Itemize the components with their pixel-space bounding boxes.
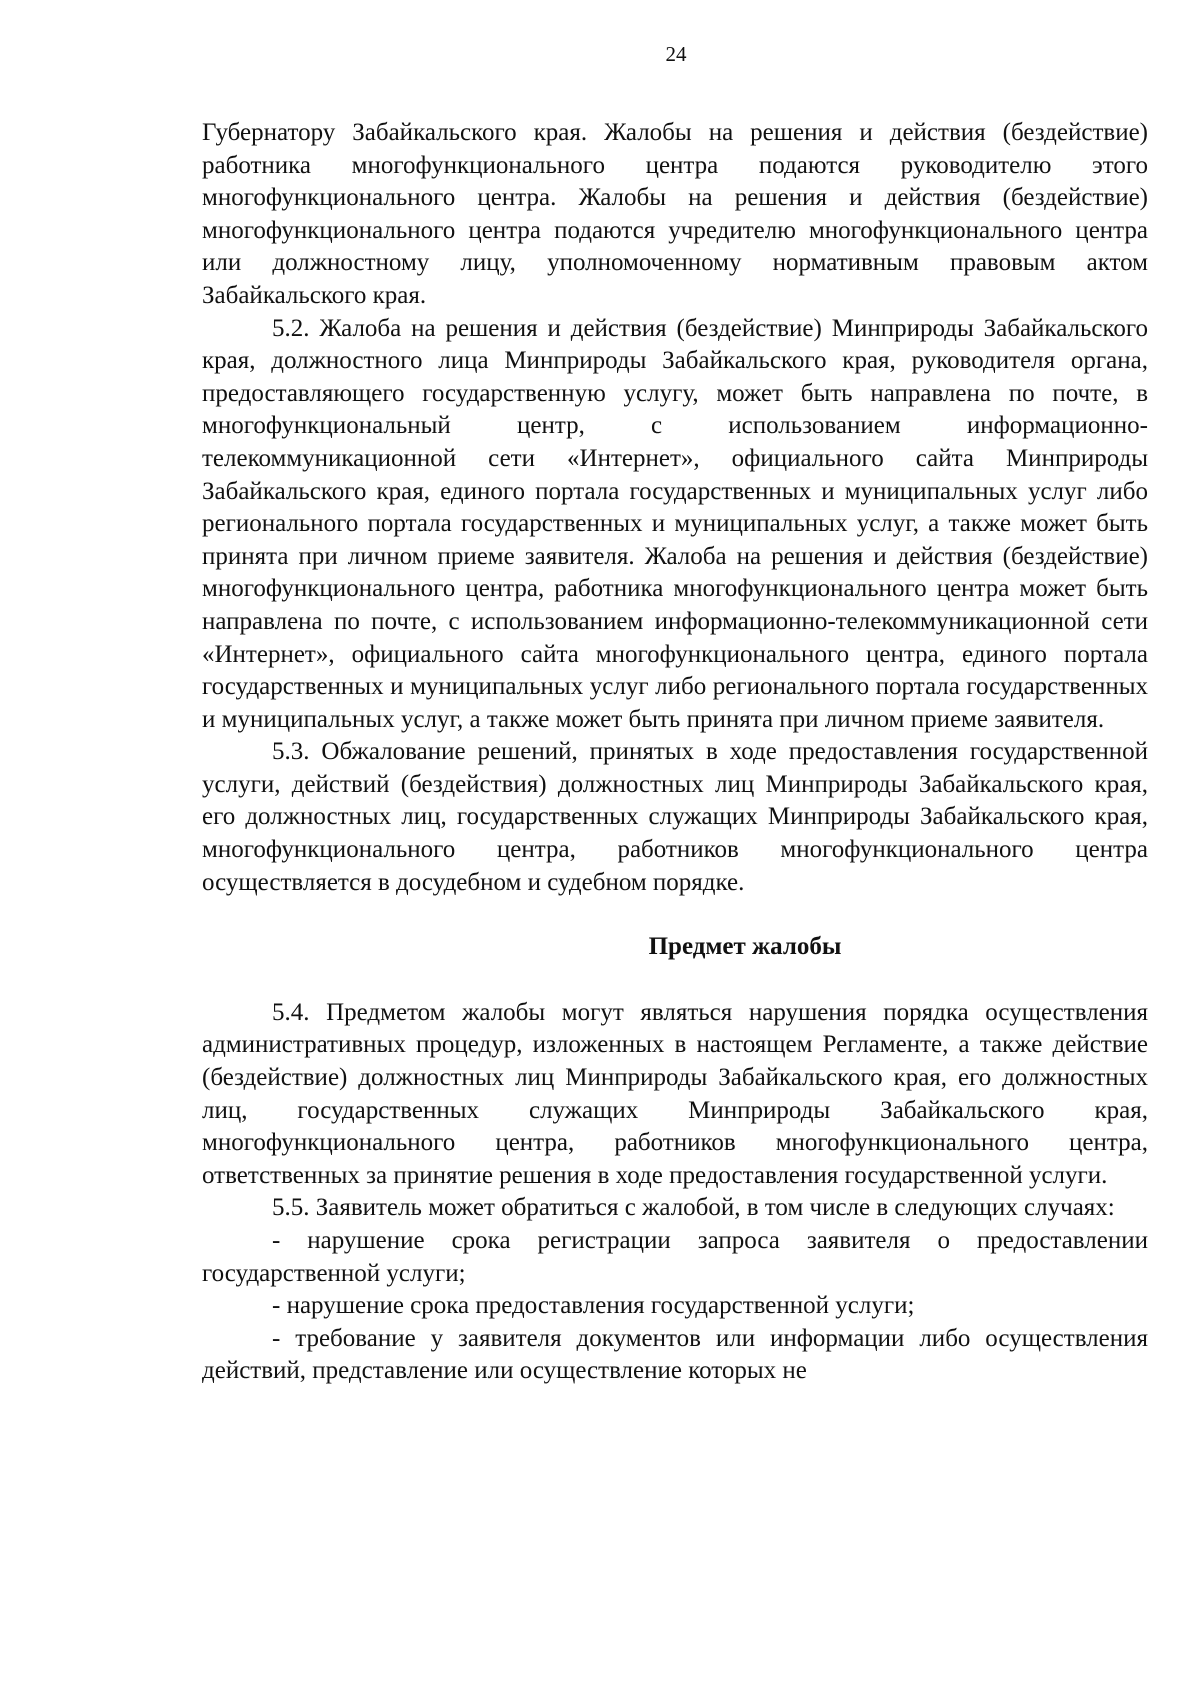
list-item-registration-violation: - нарушение срока регистрации запроса заявителя о предоставлении государственной услуги; (202, 1227, 1148, 1287)
paragraph-continuation: Губернатору Забайкальского края. Жалобы на решения и действия (бездействие) работника многофункционального центра подаются руководителю этого многофункционального центра. Жалобы на решения и действия (бездействие) многофункционального центра подаются учредителю многофункционального центра или должностному лицу, уполномоченному нормативным правовым актом Забайкальского края. (202, 119, 1148, 309)
paragraph-5-2: 5.2. Жалоба на решения и действия (бездействие) Минприроды Забайкальского края, должностного лица Минприроды Забайкальского края, руководителя органа, предоставляющего государственную услугу, может быть направлена по почте, в многофункциональный центр, с использованием информационно-телекоммуникационной сети «Интернет», официального сайта Минприроды Забайкальского края, единого портала государственных и муниципальных услуг либо регионального портала государственных и муниципальных услуг, а также может быть принята при личном приеме заявителя. Жалоба на решения и действия (бездействие) многофункционального центра, работника многофункционального центра может быть направлена по почте, с использованием информационно-телекоммуникационной сети «Интернет», официального сайта многофункционального центра, единого портала государственных и муниципальных услуг либо регионального портала государственных и муниципальных услуг, а также может быть принята при личном приеме заявителя. (202, 314, 1148, 733)
paragraph-5-4: 5.4. Предметом жалобы могут являться нарушения порядка осуществления административных процедур, изложенных в настоящем Регламенте, а также действие (бездействие) должностных лиц Минприроды Забайкальского края, его должностных лиц, государственных служащих Минприроды Забайкальского края, многофункционального центра, работников многофункционального центра, ответственных за принятие решения в ходе предоставления государственной услуги. (202, 998, 1148, 1189)
paragraph-5-5: 5.5. Заявитель может обратиться с жалобой, в том числе в следующих случаях: (272, 1194, 1115, 1222)
list-item-term-violation: - нарушение срока предоставления государственной услуги; (272, 1292, 915, 1320)
spacer (202, 964, 1148, 997)
document-body (202, 117, 1148, 1388)
section-heading: Предмет жалобы (648, 933, 842, 961)
paragraph-5-3: 5.3. Обжалование решений, принятых в ходе предоставления государственной услуги, действий (бездействия) должностных лиц Минприроды Забайкальского края, его должностных лиц, государственных служащих Минприроды Забайкальского края, многофункционального центра, работников многофункционального центра осуществляется в досудебном и судебном порядке. (202, 738, 1148, 896)
page-number: 24 (665, 42, 687, 66)
list-item-documents-requirement: - требование у заявителя документов или информации либо осуществления действий, представление или осуществление которых не (202, 1324, 1148, 1385)
spacer (202, 899, 1148, 931)
